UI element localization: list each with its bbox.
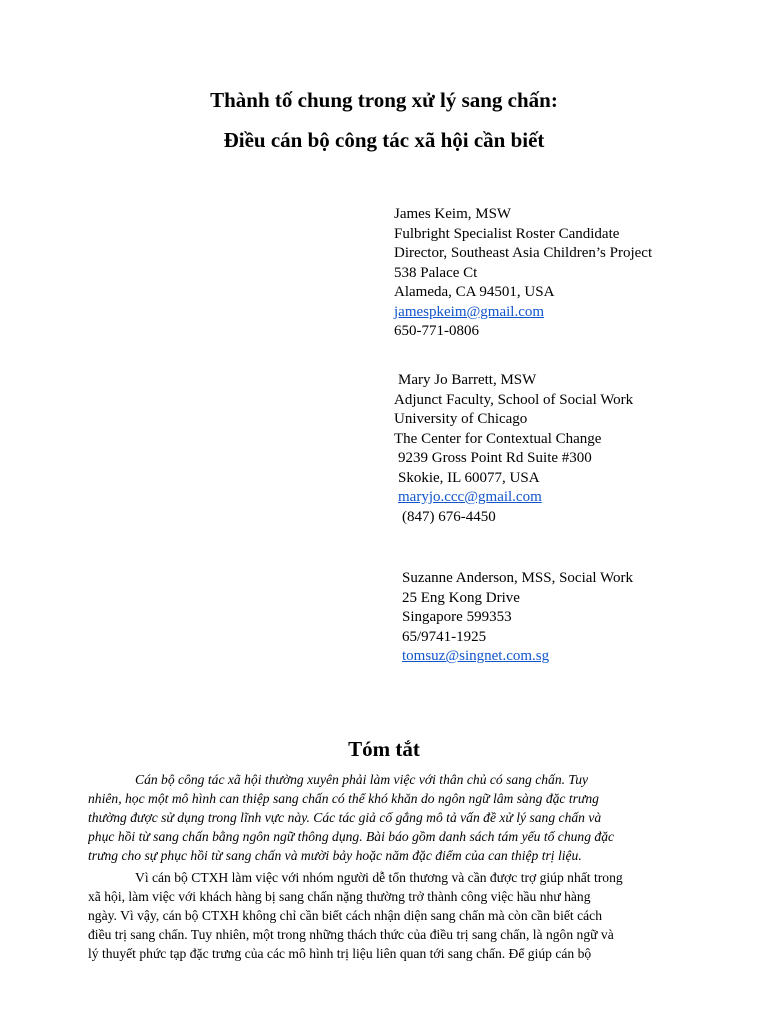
paragraph-line: thường được sử dụng trong lĩnh vực này. Các tác giả cố gắng mô tả vấn đề xử lý sang chấn và	[88, 810, 602, 825]
paragraph-line: nhiên, học một mô hình can thiệp sang chấn có thể khó khăn do ngôn ngữ lâm sàng đặc trưng	[88, 791, 599, 806]
author-phone: 65/9741-1925	[402, 628, 487, 645]
body-paragraph	[88, 868, 676, 963]
author-address: 25 Eng Kong Drive	[402, 589, 520, 606]
author-email-link[interactable]: maryjo.ccc@gmail.com	[398, 489, 542, 505]
author-affiliation: Director, Southeast Asia Children’s Project	[394, 245, 653, 261]
paragraph-line: Cán bộ công tác xã hội thường xuyên phải làm việc với thân chủ có sang chấn. Tuy	[135, 772, 589, 787]
paragraph-line: xã hội, làm việc với khách hàng bị sang chấn nặng thường trở thành công việc hầu như hàng	[88, 889, 591, 904]
author-affiliation: The Center for Contextual Change	[394, 430, 602, 447]
author-address: Skokie, IL 60077, USA	[398, 469, 540, 486]
abstract-heading: Tóm tắt	[348, 737, 420, 761]
author-name: Mary Jo Barrett, MSW	[398, 372, 537, 388]
author-name: Suzanne Anderson, MSS, Social Work	[402, 570, 634, 586]
author-address: 9239 Gross Point Rd Suite #300	[398, 450, 592, 466]
author-email-link[interactable]: jamespkeim@gmail.com	[394, 303, 545, 320]
paragraph-line: lý thuyết phức tạp đặc trưng của các mô hình trị liệu liên quan tới sang chấn. Để giúp cán bộ	[88, 946, 592, 961]
author-affiliation: University of Chicago	[394, 411, 528, 427]
author-affiliation: Fulbright Specialist Roster Candidate	[394, 225, 620, 242]
author-email-link[interactable]: tomsuz@singnet.com.sg	[402, 648, 550, 664]
author-block-anderson	[402, 569, 633, 667]
paragraph-line: trưng cho sự phục hồi từ sang chấn và mười bảy hoặc năm đặc điểm của can thiệp trị liệu.	[88, 848, 582, 863]
author-address: 538 Palace Ct	[394, 264, 478, 281]
author-block-barrett	[394, 371, 633, 527]
author-block-keim	[394, 205, 652, 342]
author-phone: 650-771-0806	[394, 323, 479, 339]
author-affiliation: Adjunct Faculty, School of Social Work	[394, 391, 634, 408]
document-title-line-2: Điều cán bộ công tác xã hội cần biết	[223, 128, 545, 152]
paragraph-line: ngày. Vì vậy, cán bộ CTXH không chỉ cần biết cách nhận diện sang chấn mà còn cần biết cách	[88, 908, 602, 923]
paragraph-line: điều trị sang chấn. Tuy nhiên, một trong những thách thức của điều trị sang chấn, là ngôn ngữ và	[88, 927, 614, 942]
author-address: Singapore 599353	[402, 609, 512, 625]
paragraph-line: phục hồi từ sang chấn bằng ngôn ngữ thông dụng. Bài báo gồm danh sách tám yếu tố chung đặc	[88, 829, 615, 844]
author-phone: (847) 676-4450	[402, 508, 496, 525]
document-title-line-1: Thành tố chung trong xử lý sang chấn:	[210, 88, 558, 112]
abstract-paragraph	[88, 770, 676, 865]
author-name: James Keim, MSW	[394, 206, 512, 222]
author-address: Alameda, CA 94501, USA	[394, 284, 555, 300]
paragraph-line: Vì cán bộ CTXH làm việc với nhóm người dễ tổn thương và cần được trợ giúp nhất trong	[135, 870, 623, 885]
